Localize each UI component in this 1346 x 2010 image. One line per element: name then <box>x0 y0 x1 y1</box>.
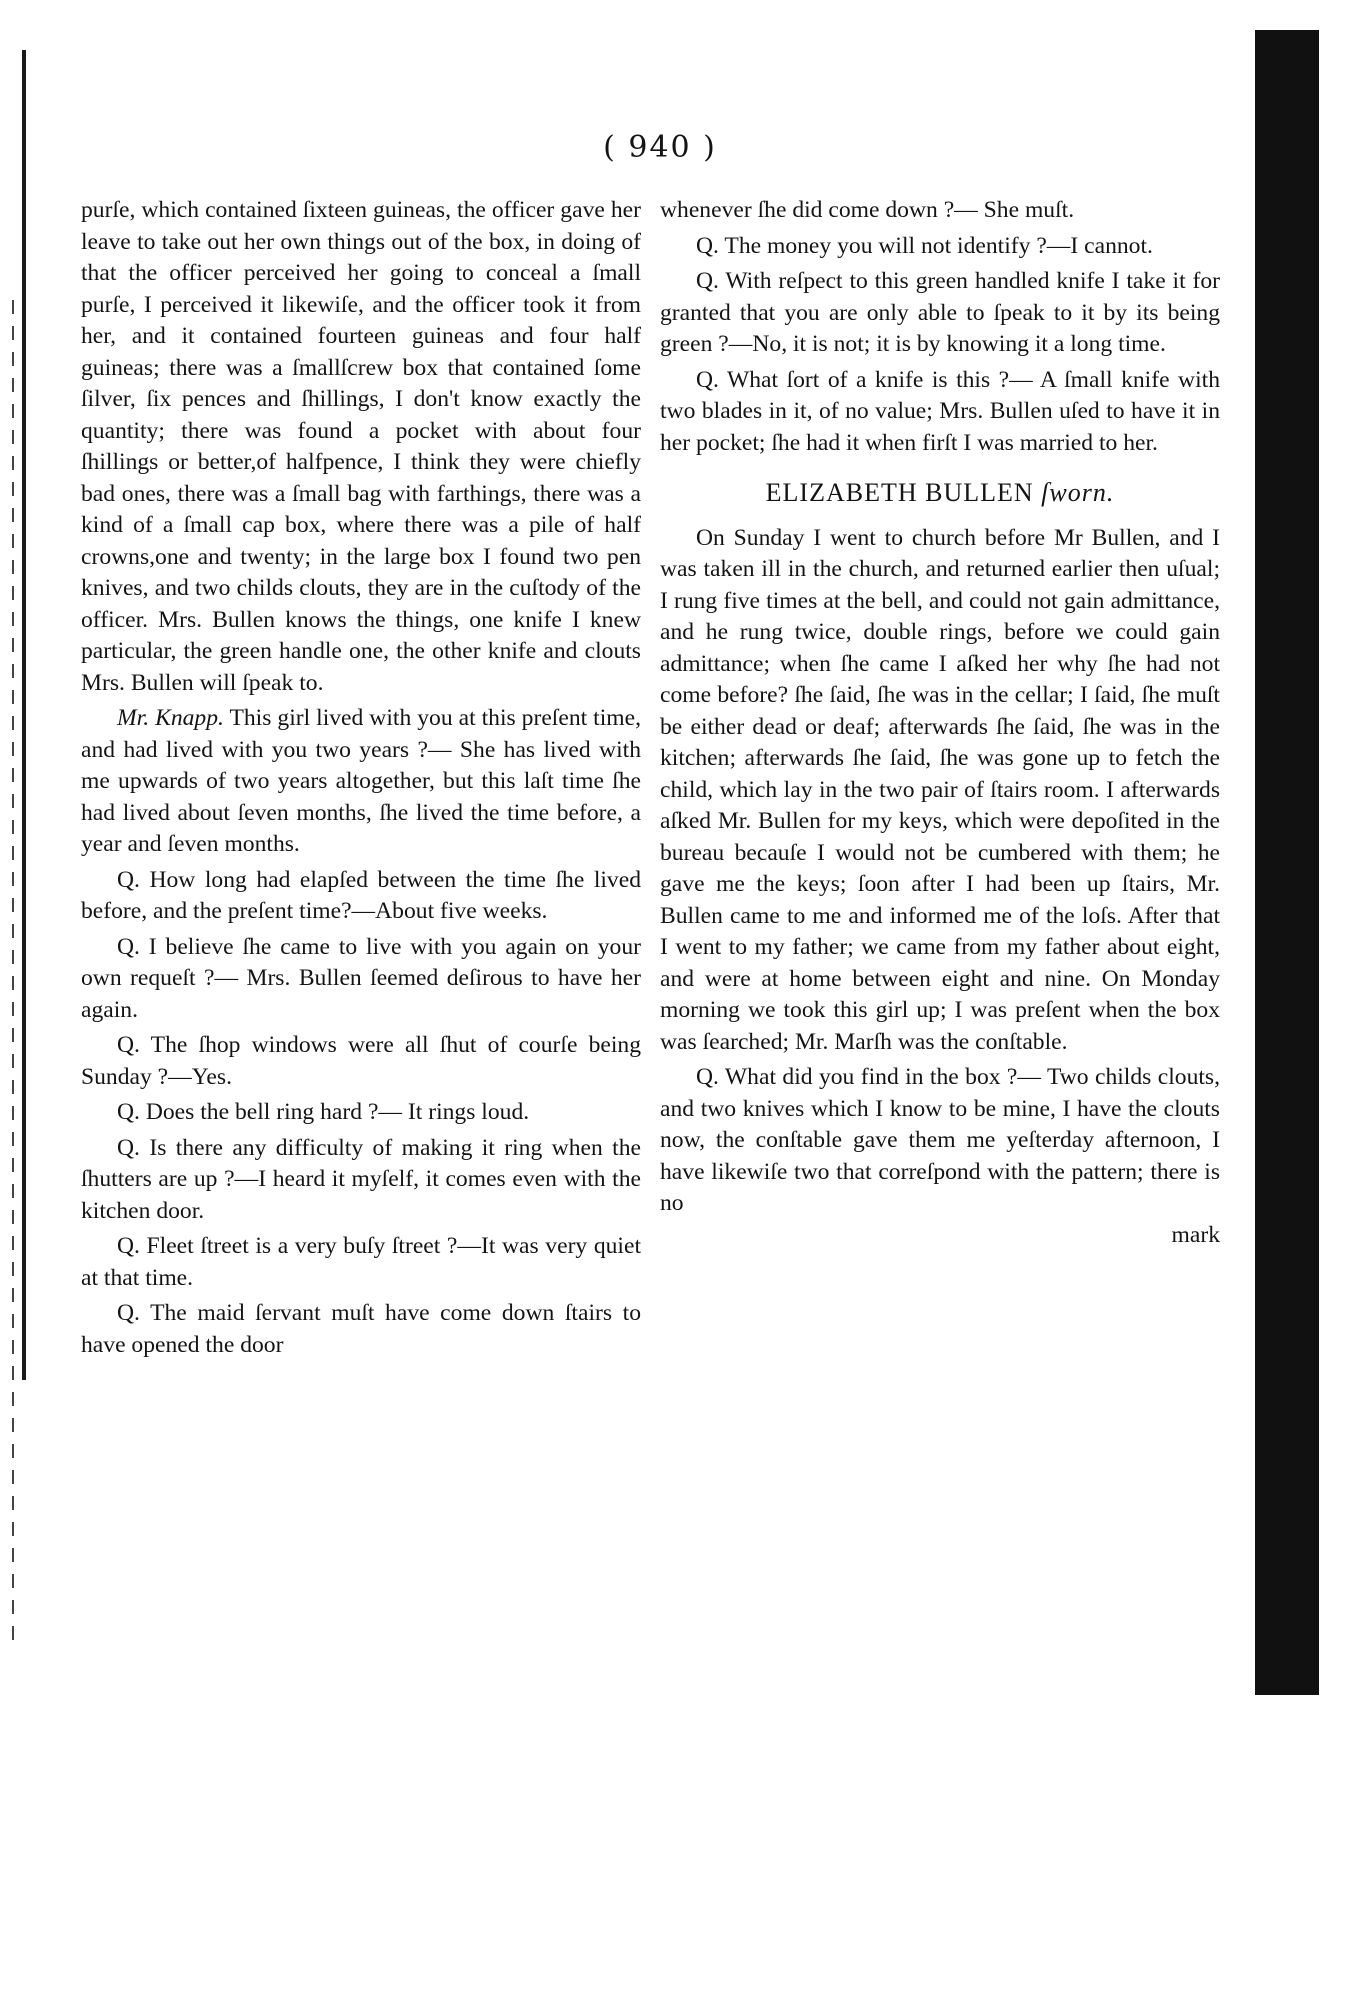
paragraph <box>81 703 641 861</box>
right-column <box>660 195 1220 1251</box>
paragraph: On Sunday I went to church before Mr Bullen, and I was taken ill in the church, and returned earlier then uſual; I rung five times at the bell, and could not gain admittance, and he rung twice, double rings, before we could gain admittance; when ſhe came I aſked her why ſhe had not come before? ſhe ſaid, ſhe was in the cellar; I ſaid, ſhe muſt be either dead or deaf; afterwards ſhe ſaid, ſhe was in the kitchen; afterwards ſhe ſaid, ſhe was gone up to fetch the child, which lay in the two pair of ſtairs room. I afterwards aſked Mr. Bullen for my keys, which were depoſited in the bureau becauſe I would not be cumbered with them; he gave me the keys; ſoon after I had been up ſtairs, Mr. Bullen came to me and informed me of the loſs. After that I went to my father; we came from my father about eight, and were at home between eight and nine. On Monday morning we took this girl up; I was preſent when the box was ſearched; Mr. Marſh was the conſtable. <box>660 524 1220 1055</box>
paragraph: Q. How long had elapſed between the time ſhe lived before, and the preſent time?—About five weeks. <box>81 866 641 924</box>
paragraph: Q. With reſpect to this green handled knife I take it for granted that you are only able to ſpeak to it by its being green ?—No, it is not; it is by knowing it a long time. <box>660 268 1220 357</box>
paragraph: purſe, which contained ſixteen guineas, the officer gave her leave to take out her own things out of the box, in doing of that the officer perceived her going to conceal a ſmall purſe, I perceived it likewiſe, and the officer took it from her, and it contained fourteen guineas and four half guineas; there was a ſmallſcrew box that contained ſome ſilver, ſix pences and ſhillings, I don't know exactly the quantity; there was found a pocket with about four ſhillings or better,of halfpence, I think they were chiefly bad ones, there was a ſmall bag with farthings, there was a kind of a ſmall cap box, where there was a pile of half crowns,one and twenty; in the large box I found two pen knives, and two childs clouts, they are in the cuſtody of the officer. Mrs. Bullen knows the things, one knife I knew particular, the green handle one, the other knife and clouts Mrs. Bullen will ſpeak to. <box>81 197 641 696</box>
paragraph: Q. The maid ſervant muſt have come down ſtairs to have opened the door <box>81 1300 641 1358</box>
catchword: mark <box>1171 1221 1220 1248</box>
page-binding-edge-dashed <box>12 300 14 1650</box>
scan-border-bar <box>1255 30 1319 1695</box>
page-binding-edge <box>22 50 26 1380</box>
paragraph: Q. I believe ſhe came to live with you again on your own requeſt ?— Mrs. Bullen ſeemed deſirous to have her again. <box>81 933 641 1023</box>
paragraph: Q. What ſort of a knife is this ?— A ſmall knife with two blades in it, of no value; Mrs. Bullen uſed to have it in her pocket; ſhe had it when firſt I was married to her. <box>660 366 1220 456</box>
witness-heading <box>660 477 1220 509</box>
paragraph: whenever ſhe did come down ?— She muſt. <box>660 197 1075 223</box>
paragraph: Q. The ſhop windows were all ſhut of courſe being Sunday ?—Yes. <box>81 1032 641 1090</box>
paragraph: Q. Is there any difficulty of making it ring when the ſhutters are up ?—I heard it myſelf, it comes even with the kitchen door. <box>81 1134 641 1224</box>
sworn-label: ſworn. <box>1041 478 1115 507</box>
page-number: ( 940 ) <box>603 130 717 165</box>
left-column <box>81 195 641 1361</box>
witness-name: ELIZABETH BULLEN <box>765 478 1034 507</box>
paragraph-text: This girl lived with you at this preſent time, and had lived with you two years ?— She has lived with me upwards of two years altogether, but this laſt time ſhe had lived about ſeven months, ſhe lived the time before, a year and ſeven months. <box>81 705 641 857</box>
paragraph: Q. The money you will not identify ?—I cannot. <box>696 232 1153 259</box>
paragraph: Q. What did you find in the box ?— Two childs clouts, and two knives which I know to be mine, I have the clouts now, the conſtable gave them me yeſterday afternoon, I have likewiſe two that correſpond with the pattern; there is no <box>660 1064 1220 1216</box>
paragraph: Q. Does the bell ring hard ?— It rings loud. <box>117 1099 530 1125</box>
speaker-label: Mr. Knapp. <box>117 705 224 731</box>
paragraph: Q. Fleet ſtreet is a very buſy ſtreet ?—It was very quiet at that time. <box>81 1233 641 1291</box>
